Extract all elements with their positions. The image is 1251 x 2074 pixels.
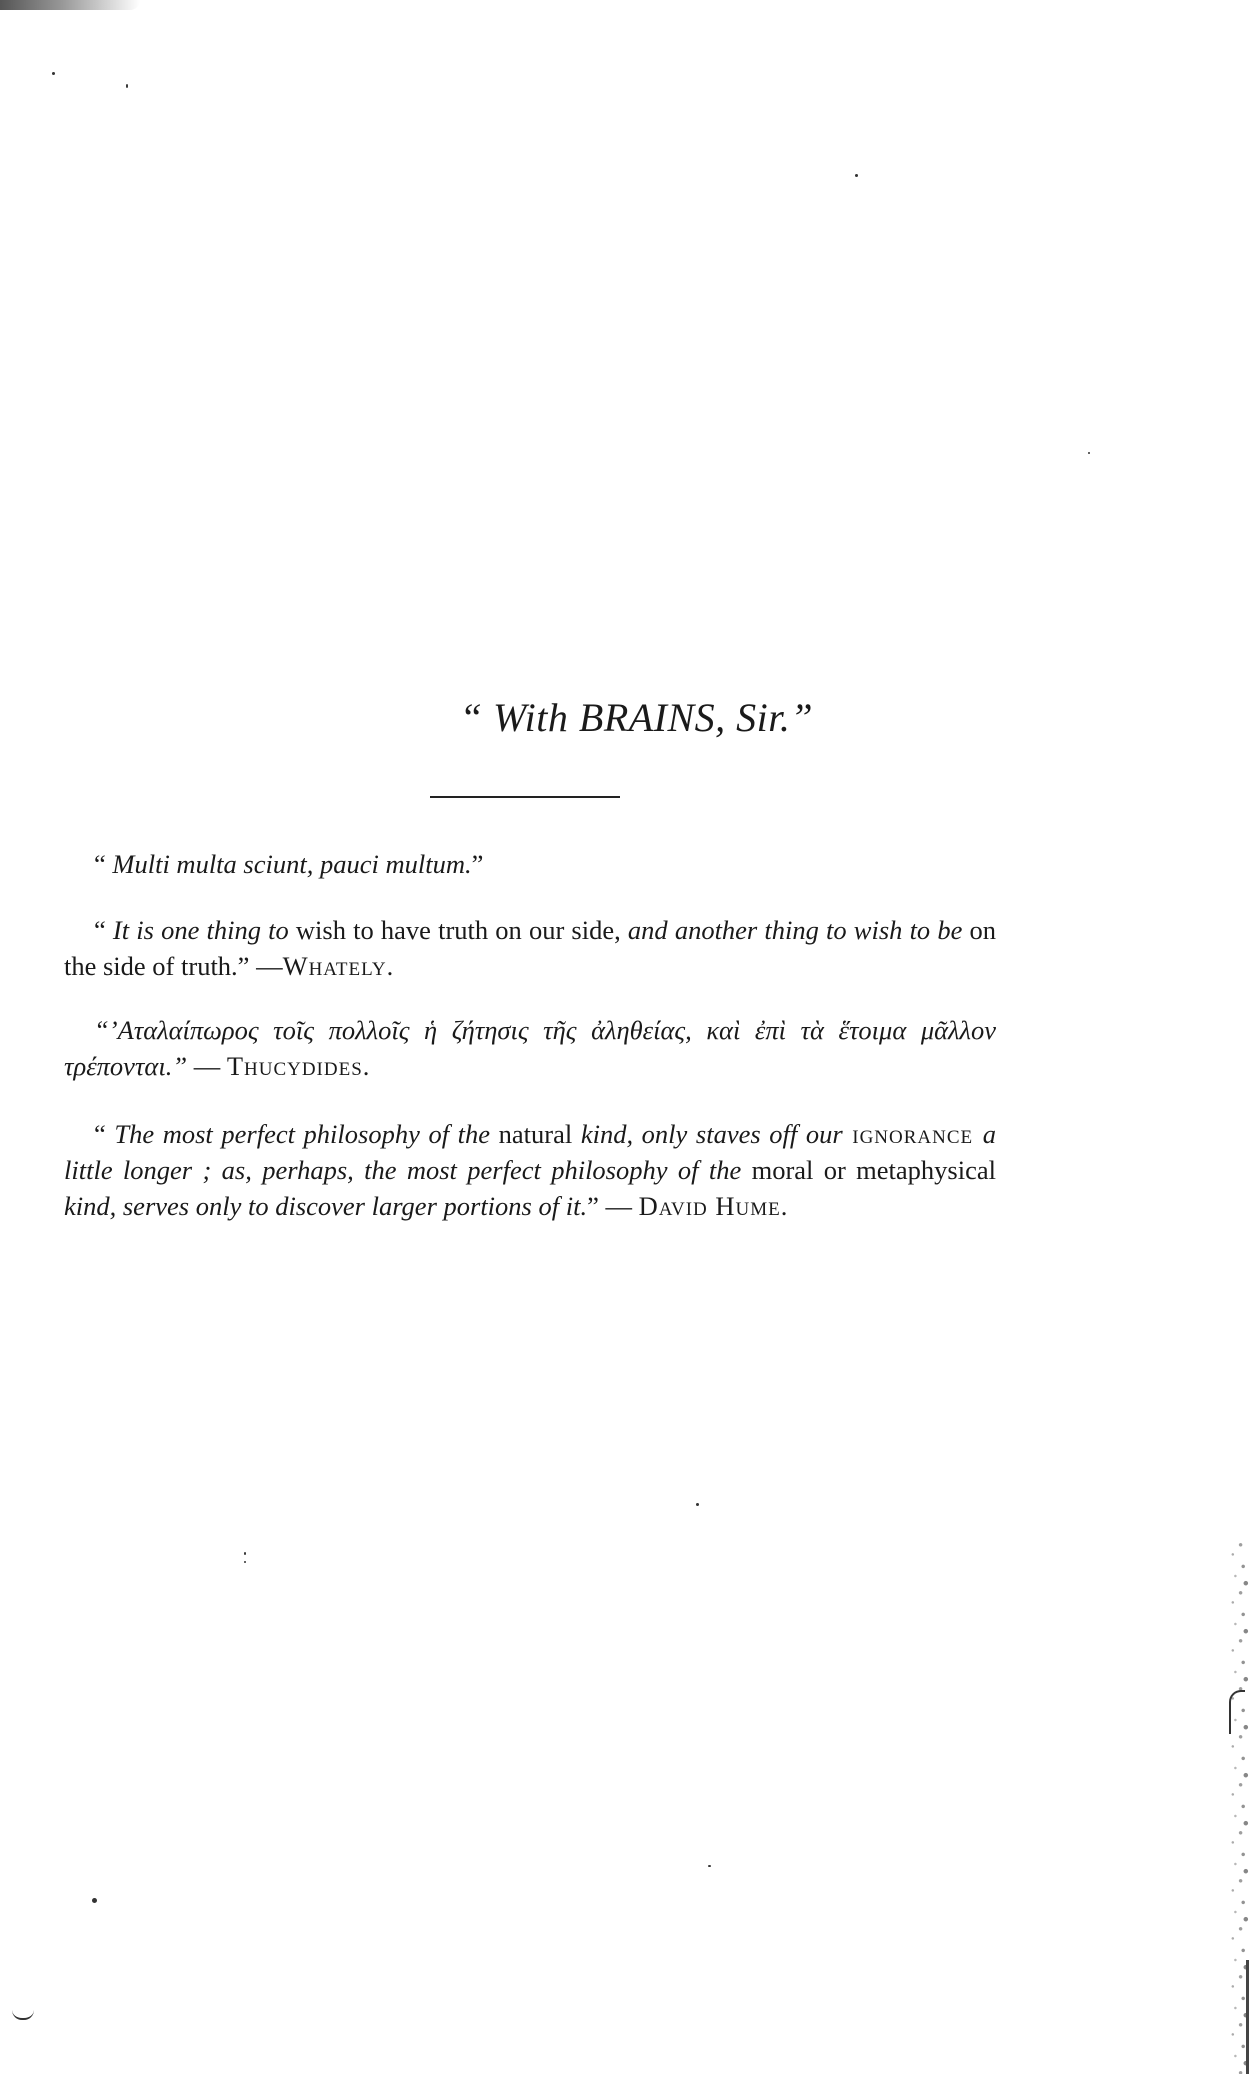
quote-text: Multi multa sciunt, pauci multum. bbox=[112, 849, 472, 879]
scan-speck bbox=[244, 1561, 246, 1563]
quote-text: ” bbox=[471, 849, 484, 879]
quote-author: Thucydides. bbox=[226, 1051, 371, 1081]
title-rule bbox=[430, 796, 620, 798]
quote-text: The most perfect philosophy of the bbox=[114, 1119, 491, 1149]
epigraph-quote bbox=[64, 1012, 996, 1084]
scan-speck bbox=[244, 1552, 246, 1555]
quote-text: natural bbox=[490, 1119, 581, 1149]
page-title: “ With BRAINS, Sir.” bbox=[459, 695, 814, 740]
quote-text: kind, only staves off our bbox=[580, 1119, 843, 1149]
epigraph-quote bbox=[64, 912, 996, 984]
quote-text: and another thing to wish to be bbox=[627, 915, 963, 945]
scan-edge-mark bbox=[1229, 1690, 1245, 1734]
epigraph-quote bbox=[64, 846, 996, 882]
scan-corner-smudge bbox=[0, 0, 140, 10]
quote-text: “ bbox=[94, 1119, 115, 1149]
quote-author: David Hume. bbox=[638, 1191, 789, 1221]
quote-text: “’Αταλαίπωρος τοῖς πολλοῖς ἡ ζήτησις τῆς ἀληθείας, καὶ ἐπὶ τὰ ἕτοιμα μᾶλλον τρέπονται.” bbox=[64, 1015, 996, 1081]
scan-speck bbox=[92, 1898, 97, 1903]
scan-speck bbox=[855, 174, 858, 177]
scan-speck bbox=[126, 84, 128, 88]
quote-text: “ bbox=[94, 915, 113, 945]
scan-speck bbox=[708, 1865, 711, 1867]
quote-text: wish to have truth on our side, bbox=[288, 915, 628, 945]
quote-text: It is one thing to bbox=[112, 915, 289, 945]
scan-speck bbox=[1088, 452, 1090, 454]
quote-text: ” — bbox=[587, 1191, 639, 1221]
epigraph-quote bbox=[64, 1116, 996, 1224]
scan-curl-mark bbox=[12, 2010, 34, 2020]
quote-text: ignorance bbox=[842, 1119, 983, 1149]
quote-text: a little longer ; as, perhaps, the most perfect philosophy of the bbox=[64, 1119, 996, 1185]
quote-text: — bbox=[187, 1051, 227, 1081]
quote-text: on the side of truth.” — bbox=[64, 915, 996, 981]
quote-author: Whately. bbox=[282, 951, 395, 981]
scan-speck bbox=[696, 1503, 699, 1506]
scan-speck bbox=[52, 72, 55, 75]
scan-edge-bar bbox=[1246, 1960, 1249, 2074]
quote-text: “ bbox=[94, 849, 113, 879]
quote-text: moral or metaphysical bbox=[741, 1155, 996, 1185]
quote-text: kind, serves only to discover larger portions of it. bbox=[64, 1191, 588, 1221]
